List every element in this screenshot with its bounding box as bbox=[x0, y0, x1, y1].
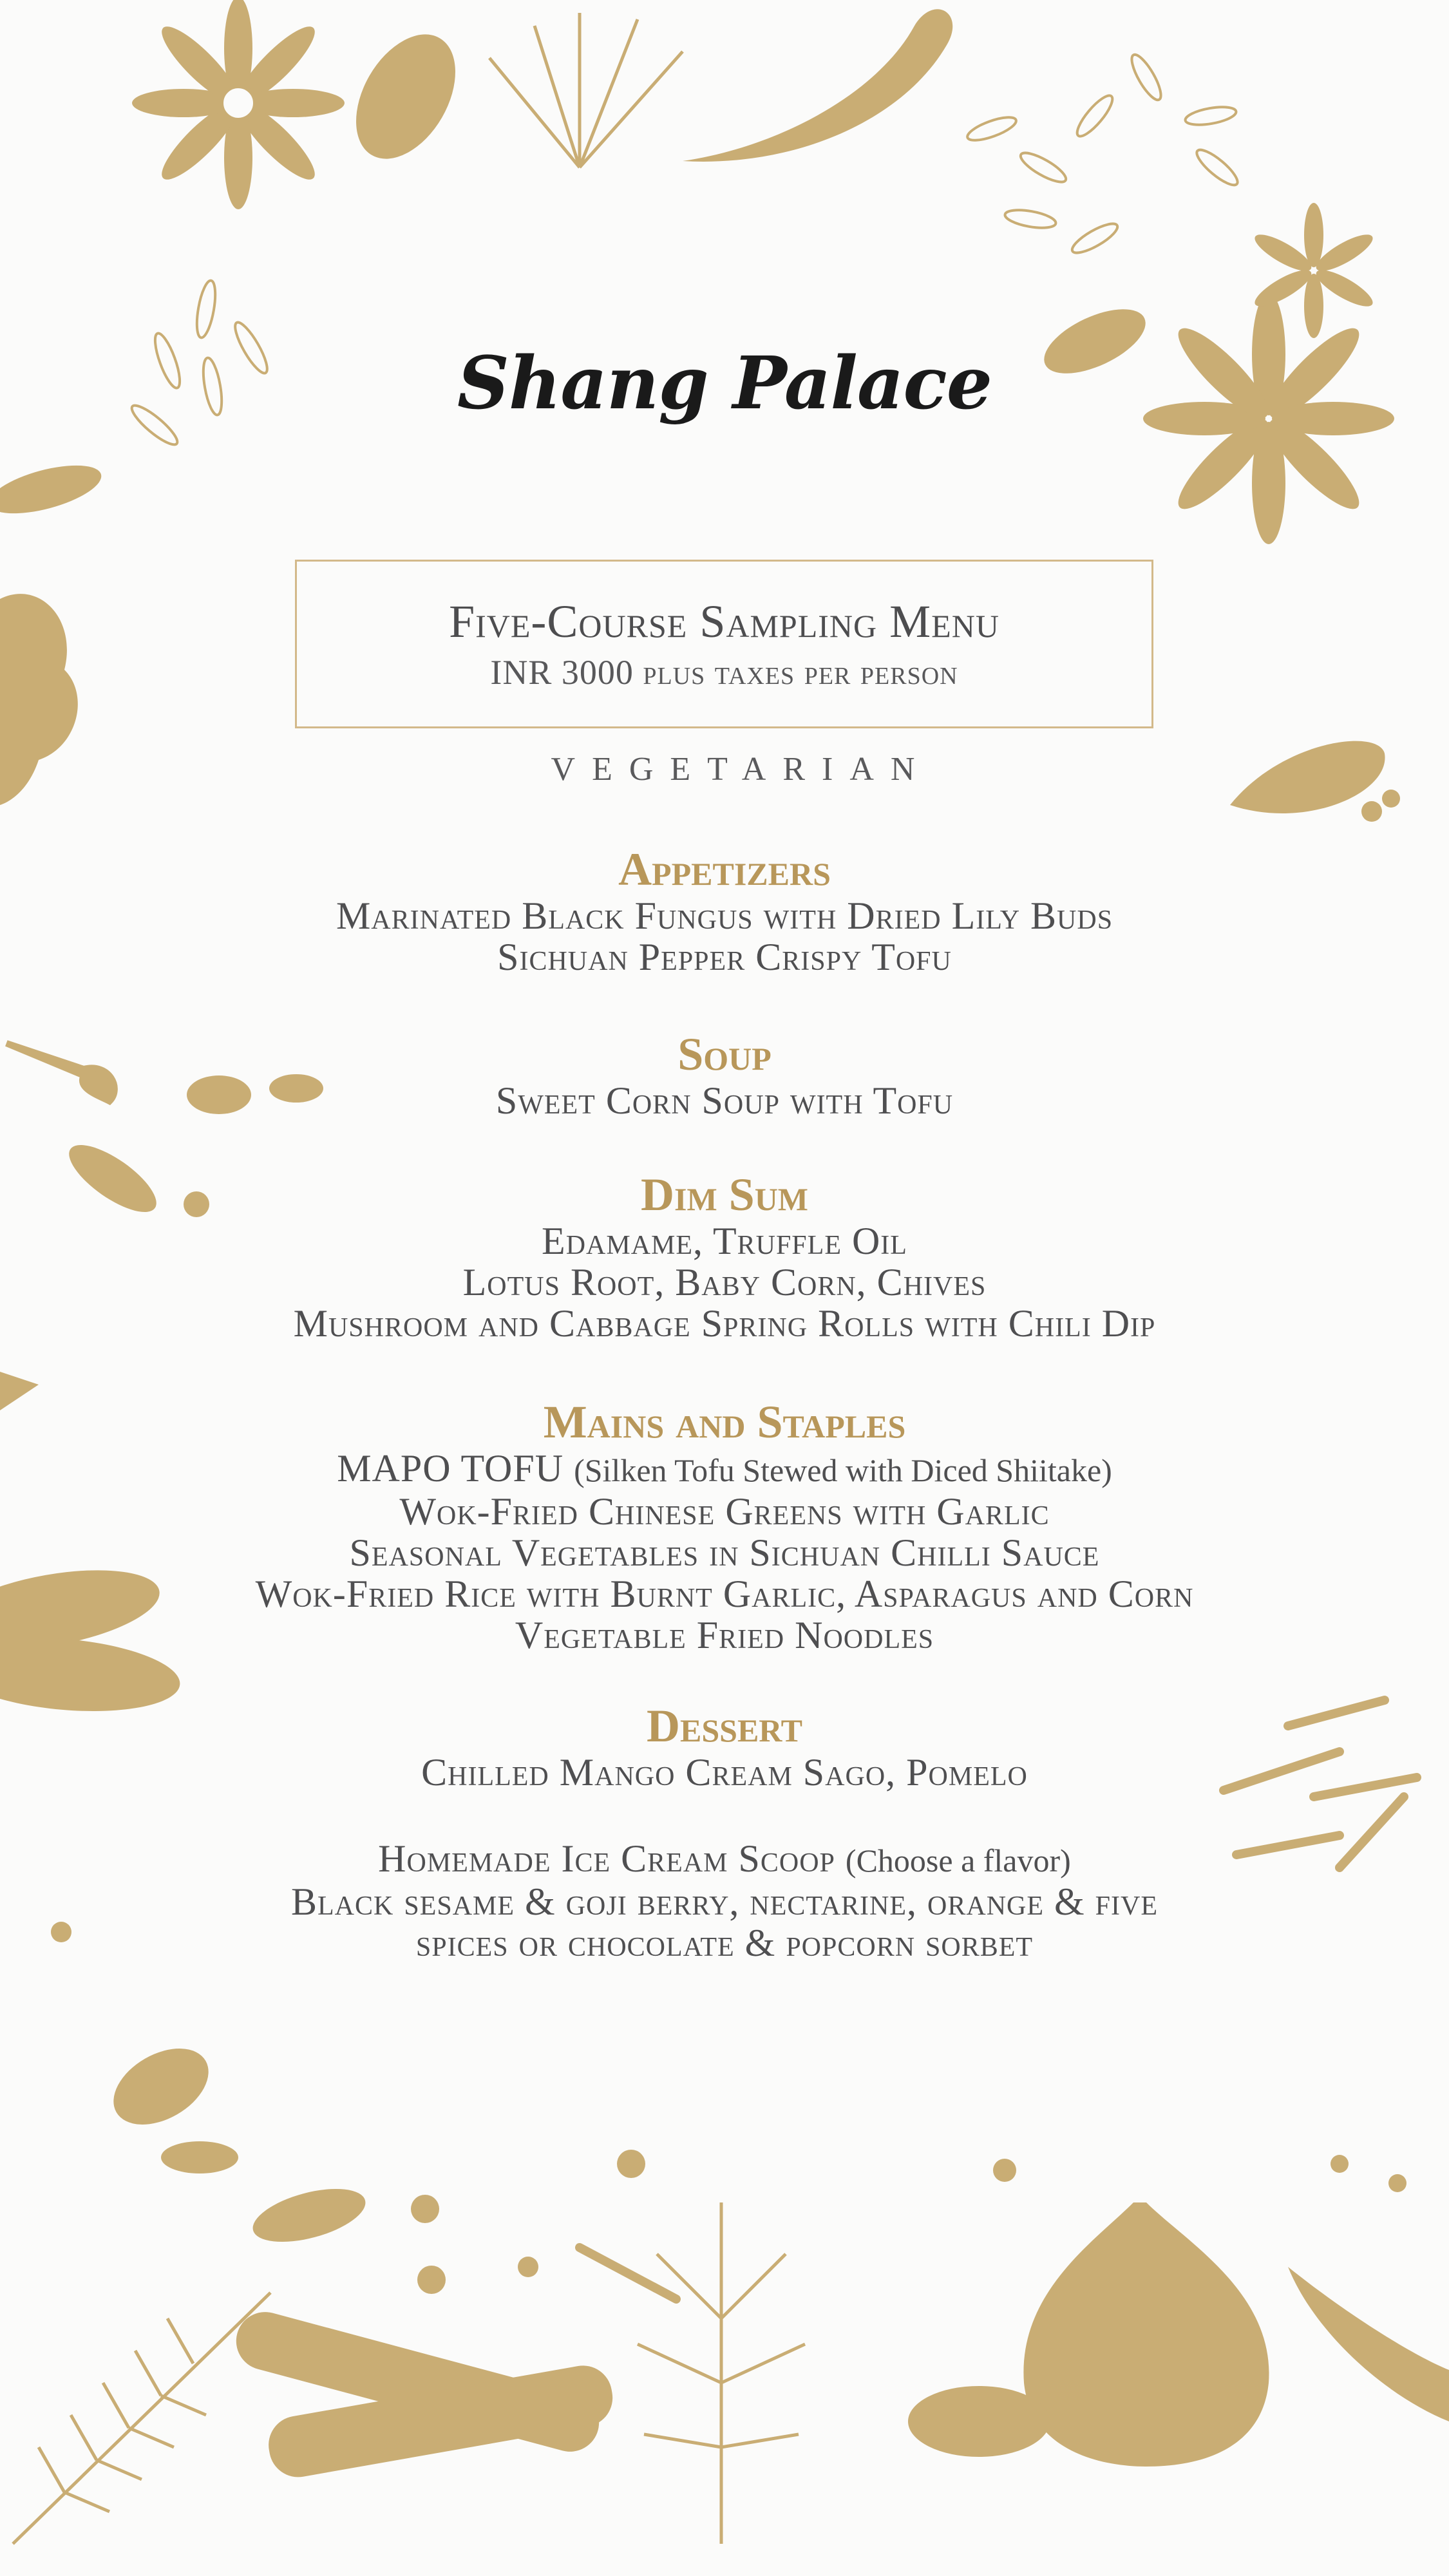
cardamom-icon bbox=[247, 2179, 371, 2252]
dim-sum-section bbox=[0, 1169, 1449, 1344]
section-heading: Dessert bbox=[646, 1700, 802, 1752]
menu-item: Chilled Mango Cream Sago, Pomelo bbox=[421, 1751, 1028, 1794]
menu-item-note: (Silken Tofu Stewed with Diced Shiitake) bbox=[574, 1452, 1112, 1488]
menu-item-name: Homemade Ice Cream Scoop bbox=[378, 1837, 835, 1880]
dill-icon bbox=[638, 2202, 805, 2544]
star-anise-icon bbox=[132, 0, 345, 209]
clove-icon bbox=[580, 2248, 676, 2299]
menu-item: Seasonal Vegetables in Sichuan Chilli Sauce bbox=[349, 1531, 1100, 1574]
menu-item-note: (Choose a flavor) bbox=[845, 1842, 1071, 1879]
menu-item: Black sesame & goji berry, nectarine, orange & five bbox=[290, 1880, 1159, 1923]
menu-item: Vegetable Fried Noodles bbox=[515, 1614, 934, 1656]
menu-title-box bbox=[295, 560, 1153, 728]
star-anise-icon bbox=[1251, 203, 1378, 338]
leaf-icon bbox=[336, 17, 476, 176]
section-heading: Soup bbox=[677, 1028, 772, 1080]
menu-item bbox=[0, 1838, 1449, 1881]
section-heading: Dim Sum bbox=[641, 1169, 808, 1220]
garlic-clove-icon bbox=[100, 2033, 222, 2141]
section-heading: Appetizers bbox=[618, 844, 831, 895]
menu-item: Edamame, Truffle Oil bbox=[542, 1220, 907, 1262]
chili-icon bbox=[683, 9, 952, 162]
category-label: VEGETARIAN bbox=[551, 751, 932, 788]
menu-item: Wok-Fried Rice with Burnt Garlic, Asparagus and Corn bbox=[255, 1573, 1194, 1615]
dill-icon bbox=[489, 13, 683, 167]
menu-item: Marinated Black Fungus with Dried Lily Buds bbox=[336, 895, 1113, 937]
menu-item: Wok-Fried Chinese Greens with Garlic bbox=[399, 1490, 1050, 1533]
cinnamon-stick-icon bbox=[230, 2306, 618, 2482]
menu-item: Sichuan Pepper Crispy Tofu bbox=[497, 936, 952, 978]
appetizers-section bbox=[0, 844, 1449, 978]
section-heading: Mains and Staples bbox=[543, 1396, 906, 1448]
menu-item: Sweet Corn Soup with Tofu bbox=[495, 1079, 954, 1122]
cardamom-icon bbox=[0, 456, 106, 524]
soup-section bbox=[0, 1028, 1449, 1121]
garlic-bulb-icon bbox=[1023, 2202, 1269, 2467]
menu-item: Mushroom and Cabbage Spring Rolls with Chili Dip bbox=[293, 1302, 1156, 1345]
mains-section bbox=[0, 1396, 1449, 1656]
dessert-section bbox=[0, 1700, 1449, 1964]
menu-item bbox=[0, 1448, 1449, 1491]
rosemary-icon bbox=[13, 2293, 270, 2544]
brand-logo: Shang Palace bbox=[457, 341, 992, 426]
menu-price: INR 3000 plus taxes per person bbox=[490, 653, 958, 692]
menu-item: spices or chocolate & popcorn sorbet bbox=[415, 1922, 1034, 1964]
menu-item-name: MAPO TOFU bbox=[337, 1447, 564, 1490]
menu-title: Five-Course Sampling Menu bbox=[449, 596, 999, 647]
menu-item: Lotus Root, Baby Corn, Chives bbox=[462, 1261, 987, 1303]
cardamom-seeds-icon bbox=[965, 51, 1242, 258]
